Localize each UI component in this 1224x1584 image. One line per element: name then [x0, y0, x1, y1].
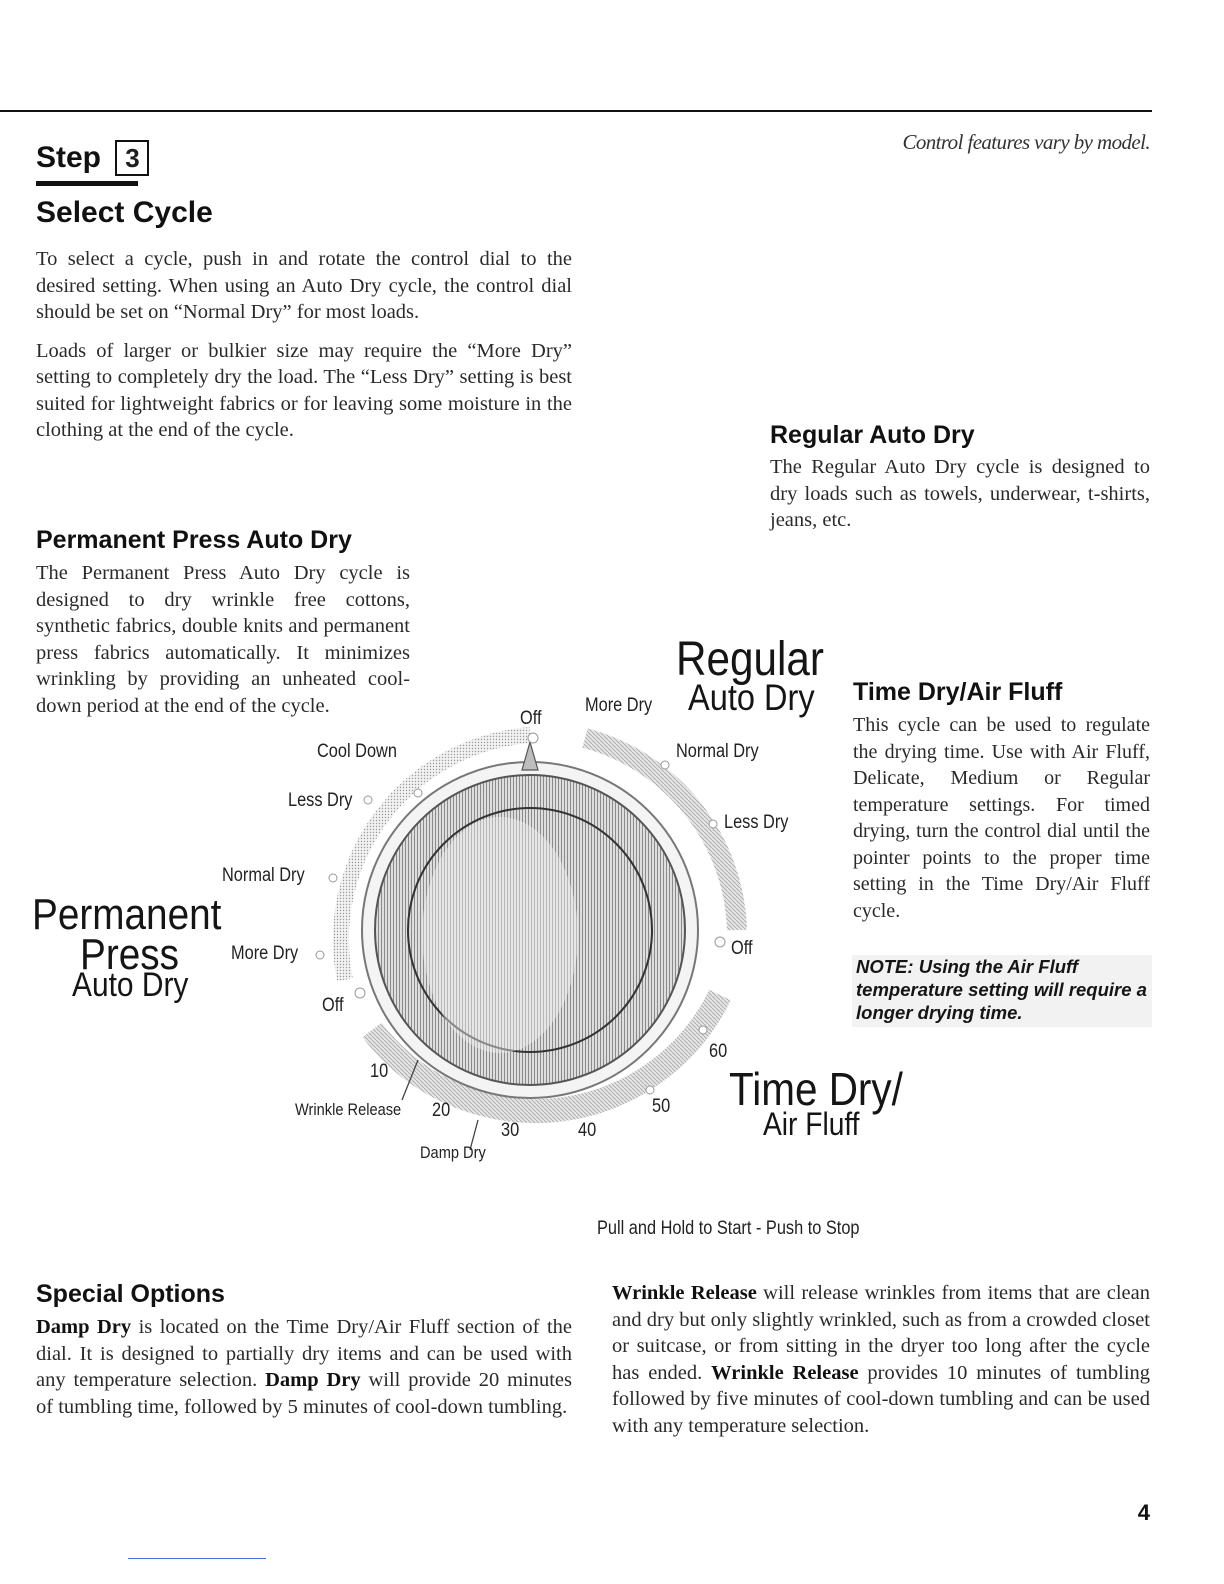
- step-underline: [36, 181, 138, 186]
- label-less-dry-perm: Less Dry: [288, 790, 353, 811]
- label-20: 20: [432, 1100, 451, 1121]
- damp-dry-paragraph: Damp Dry is located on the Time Dry/Air Fluff section of the dial. It is designed to partially dry items and can be used with any temperature selection. Damp Dry will provide 20 minutes of tumbling time, followed by 5 minutes of cool-down tumbling.: [36, 1316, 572, 1418]
- dial-pointer: [522, 742, 538, 770]
- intro-block: [36, 246, 572, 444]
- label-more-dry-perm: More Dry: [231, 943, 299, 964]
- wrinkle-release-term-2: Wrinkle Release: [711, 1361, 859, 1384]
- perm-subtitle-auto-dry: Auto Dry: [72, 966, 189, 1004]
- label-off-regular: Off: [731, 938, 753, 959]
- wrinkle-release-term: Wrinkle Release: [612, 1282, 757, 1304]
- damp-dry-term-2: Damp Dry: [265, 1369, 361, 1391]
- page-title: Select Cycle: [36, 196, 213, 229]
- label-wrinkle-release: Wrinkle Release: [295, 1100, 402, 1119]
- perm-subtitle-press: Press: [80, 930, 179, 979]
- intro-paragraph-1: To select a cycle, push in and rotate the control dial to the desired setting. When using an Auto Dry cycle, the control dial should be set on “Normal Dry” for most loads.: [36, 248, 572, 323]
- step-word: Step: [36, 141, 102, 174]
- perm-title: Permanent: [32, 890, 222, 939]
- dial-caption: Pull and Hold to Start - Push to Stop: [597, 1218, 860, 1239]
- step-number-box: 3: [115, 140, 149, 176]
- regular-subtitle: Auto Dry: [688, 677, 815, 718]
- label-normal-dry-perm: Normal Dry: [222, 865, 305, 886]
- page-number: 4: [1137, 1500, 1150, 1525]
- intro-paragraph-2: Loads of larger or bulkier size may require the “More Dry” setting to completely dry the load. The “Less Dry” setting is best suited for lightweight fabrics or for leaving some moisture in the clothing at the end of the cycle.: [36, 339, 572, 441]
- time-dry-heading: Time Dry/Air Fluff: [853, 678, 1063, 706]
- perm-press-heading: Permanent Press Auto Dry: [36, 526, 352, 554]
- dial-highlight: [422, 817, 578, 1053]
- label-off-perm: Off: [322, 995, 344, 1016]
- label-cool-down: Cool Down: [317, 741, 397, 762]
- label-60: 60: [709, 1041, 728, 1062]
- step-heading: [36, 140, 149, 184]
- special-options-heading: Special Options: [36, 1280, 225, 1308]
- wrinkle-release-paragraph: Wrinkle Release will release wrinkles from items that are clean and dry but only slightly wrinkled, such as from a crowded closet or suitcase, or from sitting in the dryer too long after the cycle has ended. Wrinkle Release provides 10 minutes of tumbling followed by five minutes of cool-down tumbling and can be used with any temperature selection.: [612, 1282, 1151, 1437]
- label-damp-dry: Damp Dry: [420, 1143, 486, 1162]
- label-10: 10: [370, 1061, 389, 1082]
- note-text: Using the Air Fluff temperature setting will require a longer drying time.: [856, 956, 1147, 1023]
- label-50: 50: [652, 1096, 671, 1117]
- note-box: [852, 955, 1152, 1027]
- perm-press-text: The Permanent Press Auto Dry cycle is designed to dry wrinkle free cottons, synthetic fabrics, double knits and permanent press fabrics automatically. It minimizes wrinkling by providing an unheated cool-down period at the end of the cycle.: [36, 562, 410, 717]
- regular-text: The Regular Auto Dry cycle is designed to dry loads such as towels, underwear, t-shirts, jeans, etc.: [770, 456, 1150, 531]
- damp-dry-term: Damp Dry: [36, 1316, 132, 1338]
- label-40: 40: [578, 1120, 597, 1141]
- label-more-dry-regular: More Dry: [585, 695, 653, 716]
- label-normal-dry-regular: Normal Dry: [676, 741, 759, 762]
- top-rule: [0, 110, 1152, 112]
- regular-title: Regular: [676, 633, 824, 686]
- time-dry-subtitle: Air Fluff: [763, 1106, 860, 1142]
- note-lead: NOTE:: [856, 956, 914, 977]
- bottom-footnote-rule: [128, 1558, 266, 1559]
- label-off-top: Off: [520, 708, 542, 729]
- label-30: 30: [501, 1120, 520, 1141]
- time-dry-text: This cycle can be used to regulate the drying time. Use with Air Fluff, Delicate, Medium or Regular temperature settings. For timed drying, turn the control dial until the pointer points to the proper time setting in the Time Dry/Air Fluff cycle.: [853, 714, 1150, 922]
- time-dry-title: Time Dry/: [729, 1063, 903, 1115]
- label-less-dry-regular: Less Dry: [724, 812, 789, 833]
- regular-heading: Regular Auto Dry: [770, 421, 975, 449]
- model-note: Control features vary by model.: [902, 130, 1150, 154]
